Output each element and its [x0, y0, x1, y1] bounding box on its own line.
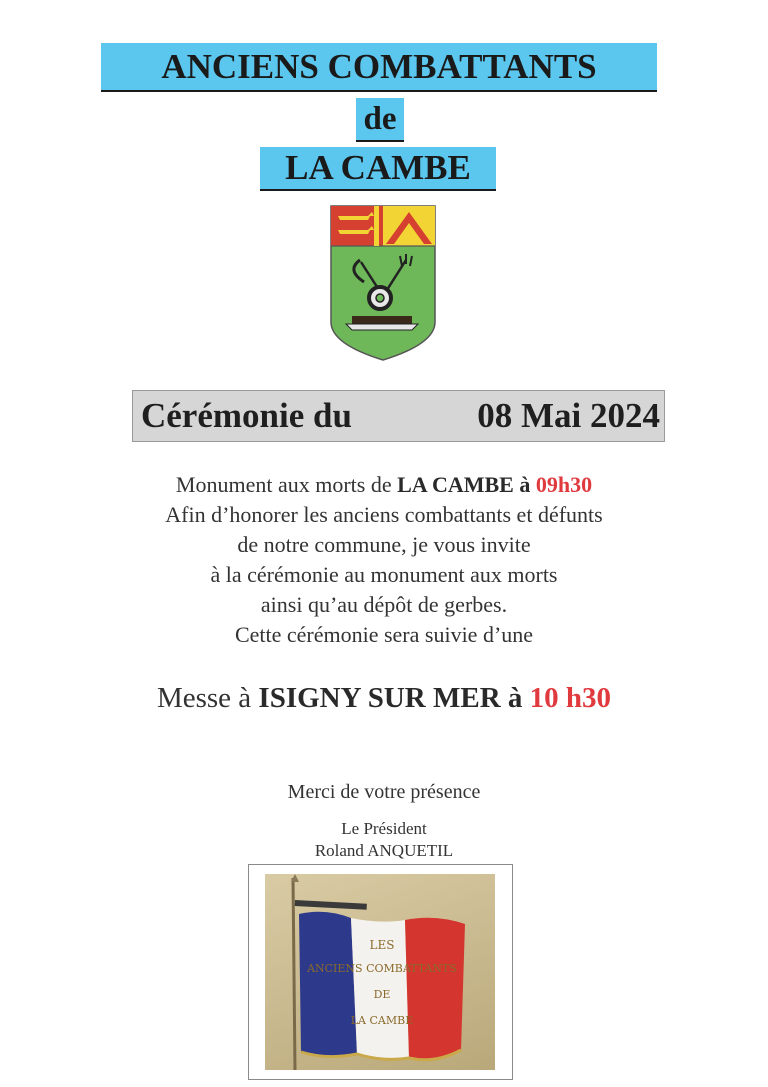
monument-line — [84, 470, 684, 500]
coat-of-arms-icon — [330, 204, 436, 362]
ceremony-date-band — [132, 390, 665, 442]
monument-place: LA CAMBE — [397, 472, 514, 497]
flag-photo — [265, 874, 495, 1070]
monument-prefix: Monument aux morts de — [175, 472, 398, 497]
invitation-text — [84, 470, 684, 650]
text-line-3: de notre commune, je vous invite — [237, 532, 531, 557]
flag-text-de: DE — [373, 988, 391, 1001]
monument-at: à — [513, 472, 536, 497]
signer-name: Roland ANQUETIL — [314, 841, 454, 860]
monument-time: 09h30 — [535, 472, 593, 497]
text-line-5: ainsi qu’au dépôt de gerbes. — [260, 592, 508, 617]
text-line-6: Cette cérémonie sera suivie d’une — [234, 622, 534, 647]
title-association: ANCIENS COMBATTANTS — [101, 43, 657, 92]
mass-at: à — [500, 682, 530, 714]
mass-place: ISIGNY SUR MER — [258, 682, 501, 714]
mass-time: 10 h30 — [529, 682, 612, 714]
signature-block — [84, 818, 684, 862]
flag-text-town: LA CAMBE — [350, 1014, 414, 1027]
flag-text-anciens: ANCIENS COMBATTANTS — [307, 962, 457, 975]
flag-photo-frame — [248, 864, 513, 1080]
thanks-text: Merci de votre présence — [287, 781, 481, 803]
text-line-2: Afin d’honorer les anciens combattants et défunts — [165, 502, 603, 527]
signer-title: Le Président — [341, 819, 427, 838]
text-line-4: à la cérémonie au monument aux morts — [210, 562, 558, 587]
flag-text-les: LES — [369, 938, 395, 952]
flag-icon — [265, 874, 495, 1070]
title-town: LA CAMBE — [260, 147, 496, 191]
ceremony-label: Cérémonie du — [141, 396, 352, 435]
ceremony-date: 08 Mai 2024 — [477, 396, 660, 435]
mass-line — [84, 678, 684, 718]
title-de: de — [356, 98, 404, 142]
mass-prefix: Messe à — [156, 682, 259, 714]
